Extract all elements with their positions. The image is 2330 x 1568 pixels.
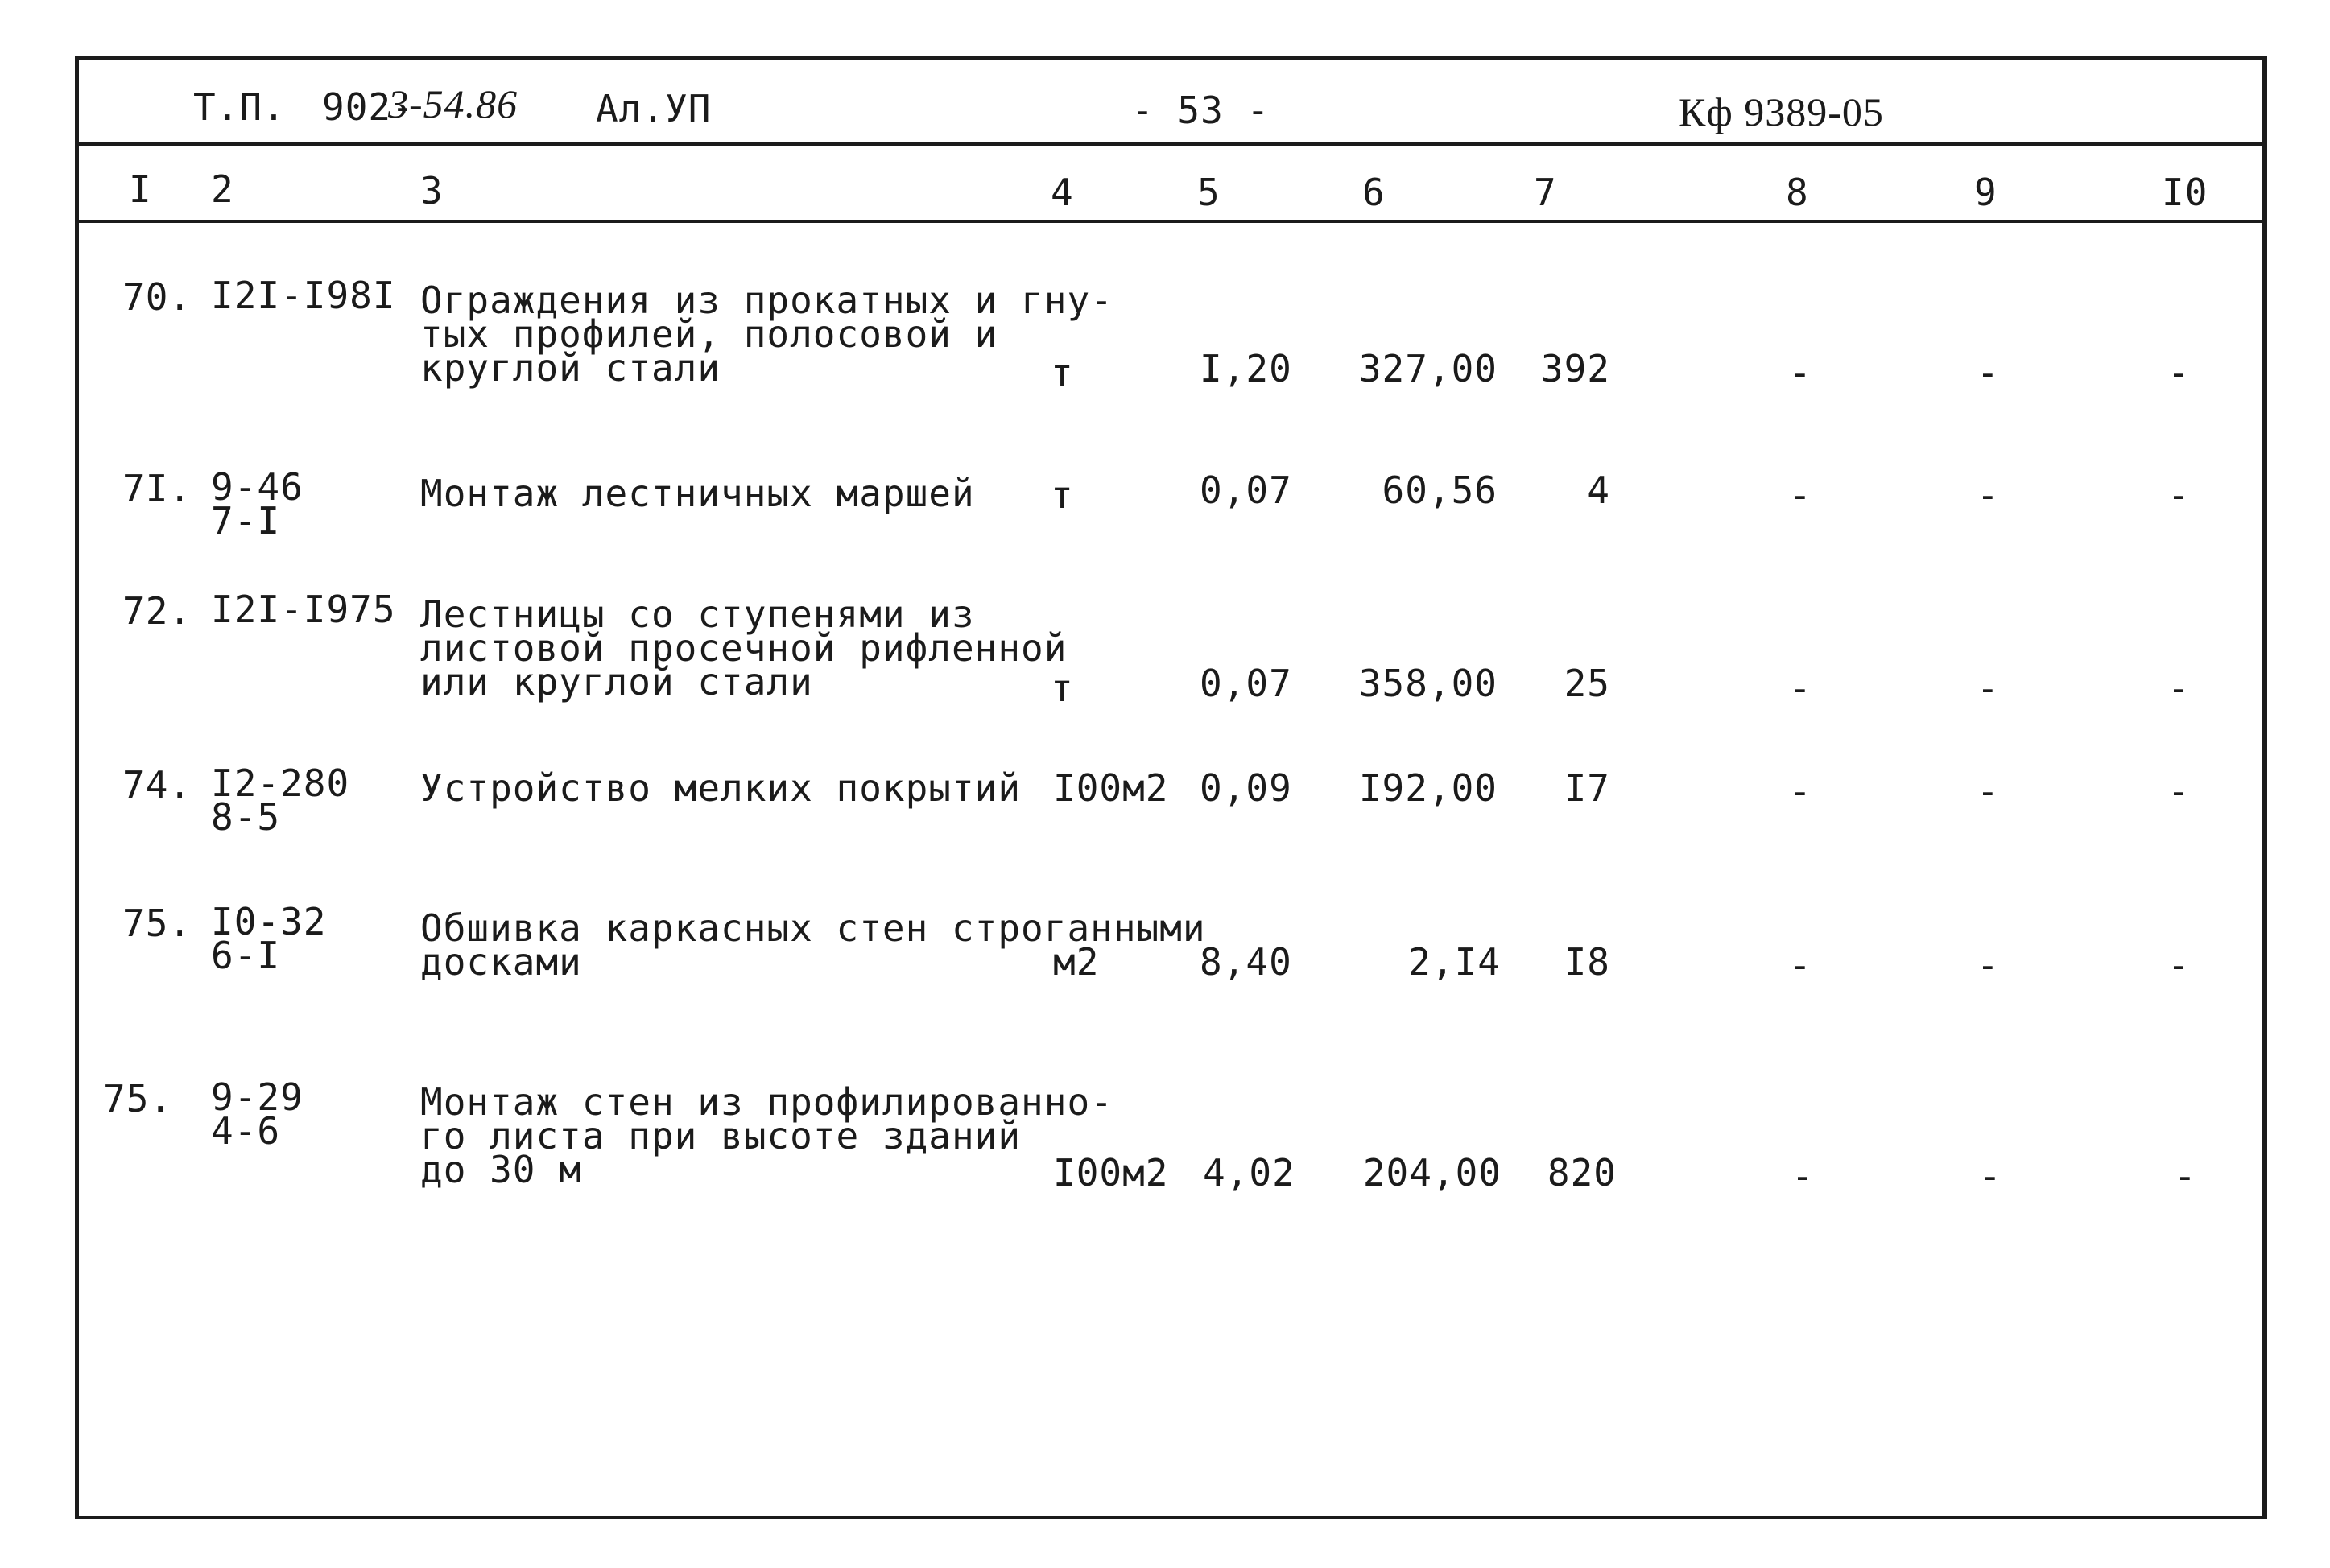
row-total: I8 xyxy=(1564,940,1610,984)
document-stamp: Кф 9389-05 xyxy=(1679,89,1884,134)
document-sheet xyxy=(75,56,2267,1519)
row-unit-price: I92,00 xyxy=(1358,766,1498,810)
column-header-9: 9 xyxy=(1974,171,1997,214)
row-description: Ограждения из прокатных и гну- тых профилей, полосовой и круглой стали xyxy=(420,279,1113,390)
header-code-handwritten: 3-54.86 xyxy=(388,81,518,126)
row-number: 75. xyxy=(122,902,192,945)
row-description: Монтаж лестничных маршей xyxy=(420,472,975,515)
column-header-divider xyxy=(79,220,2262,223)
row-col10-value: - xyxy=(2167,351,2191,394)
row-col9-value: - xyxy=(1977,351,2000,394)
row-total: 4 xyxy=(1587,468,1610,512)
row-code: 9-29 4-6 xyxy=(211,1075,304,1153)
row-unit-price: 2,I4 xyxy=(1408,940,1501,984)
row-total: 392 xyxy=(1540,347,1610,390)
row-quantity: 0,07 xyxy=(1200,662,1292,705)
row-unit: I00м2 xyxy=(1053,1151,1169,1195)
header-album: Ал.УП xyxy=(596,87,712,130)
row-code: I2-280 8-5 xyxy=(211,761,350,839)
row-code: I2I-I98I xyxy=(211,274,396,317)
header-tp: Т.П. xyxy=(193,85,286,129)
row-unit: т xyxy=(1051,666,1074,710)
row-unit: т xyxy=(1051,351,1074,394)
row-col9-value: - xyxy=(1977,473,2000,517)
row-quantity: 8,40 xyxy=(1200,940,1292,984)
row-unit-price: 327,00 xyxy=(1358,347,1498,390)
header-divider xyxy=(79,142,2262,146)
row-unit: м2 xyxy=(1053,940,1100,984)
row-quantity: I,20 xyxy=(1200,347,1292,390)
column-header-4: 4 xyxy=(1051,171,1074,214)
row-col9-value: - xyxy=(1977,770,2000,813)
row-col10-value: - xyxy=(2167,473,2191,517)
row-col10-value: - xyxy=(2167,943,2191,987)
column-header-1: I xyxy=(129,167,152,211)
row-description: Монтаж стен из профилированно- го листа при высоте зданий до 30 м xyxy=(420,1080,1113,1191)
row-total: I7 xyxy=(1564,766,1610,810)
column-header-2: 2 xyxy=(211,167,234,211)
row-unit-price: 204,00 xyxy=(1362,1151,1502,1195)
row-unit-price: 60,56 xyxy=(1382,468,1498,512)
column-header-10: I0 xyxy=(2162,171,2208,214)
row-number: 7I. xyxy=(122,467,192,510)
row-quantity: 4,02 xyxy=(1203,1151,1295,1195)
page-number: - 53 - xyxy=(1131,89,1270,132)
row-description: Обшивка каркасных стен строганными досками xyxy=(420,906,1206,984)
column-header-6: 6 xyxy=(1362,171,1386,214)
row-col8-value: - xyxy=(1791,1154,1815,1198)
row-col8-value: - xyxy=(1789,770,1812,813)
column-header-8: 8 xyxy=(1786,171,1809,214)
row-unit: I00м2 xyxy=(1053,766,1169,810)
row-col8-value: - xyxy=(1789,666,1812,710)
row-unit: т xyxy=(1051,473,1074,517)
row-quantity: 0,07 xyxy=(1200,468,1292,512)
row-col8-value: - xyxy=(1789,943,1812,987)
row-total: 820 xyxy=(1547,1151,1617,1195)
row-code: I2I-I975 xyxy=(211,588,396,631)
row-code: 9-46 7-I xyxy=(211,465,304,543)
row-number: 72. xyxy=(122,589,192,633)
row-col10-value: - xyxy=(2167,666,2191,710)
row-total: 25 xyxy=(1564,662,1610,705)
header-code-prefix: 902- xyxy=(322,85,415,129)
row-col8-value: - xyxy=(1789,473,1812,517)
row-number: 74. xyxy=(122,763,192,807)
row-number: 70. xyxy=(122,275,192,319)
row-col10-value: - xyxy=(2167,770,2191,813)
row-col9-value: - xyxy=(1977,943,2000,987)
row-number: 75. xyxy=(103,1077,173,1120)
row-description: Устройство мелких покрытий xyxy=(420,766,1022,810)
row-quantity: 0,09 xyxy=(1200,766,1292,810)
column-header-3: 3 xyxy=(420,169,444,213)
row-col9-value: - xyxy=(1977,666,2000,710)
row-unit-price: 358,00 xyxy=(1358,662,1498,705)
row-col9-value: - xyxy=(1979,1154,2002,1198)
column-header-5: 5 xyxy=(1197,171,1221,214)
column-header-7: 7 xyxy=(1534,171,1557,214)
row-col10-value: - xyxy=(2174,1154,2197,1198)
row-code: I0-32 6-I xyxy=(211,900,327,977)
row-col8-value: - xyxy=(1789,351,1812,394)
row-description: Лестницы со ступенями из листовой просечной рифленной или круглой стали xyxy=(420,592,1068,704)
